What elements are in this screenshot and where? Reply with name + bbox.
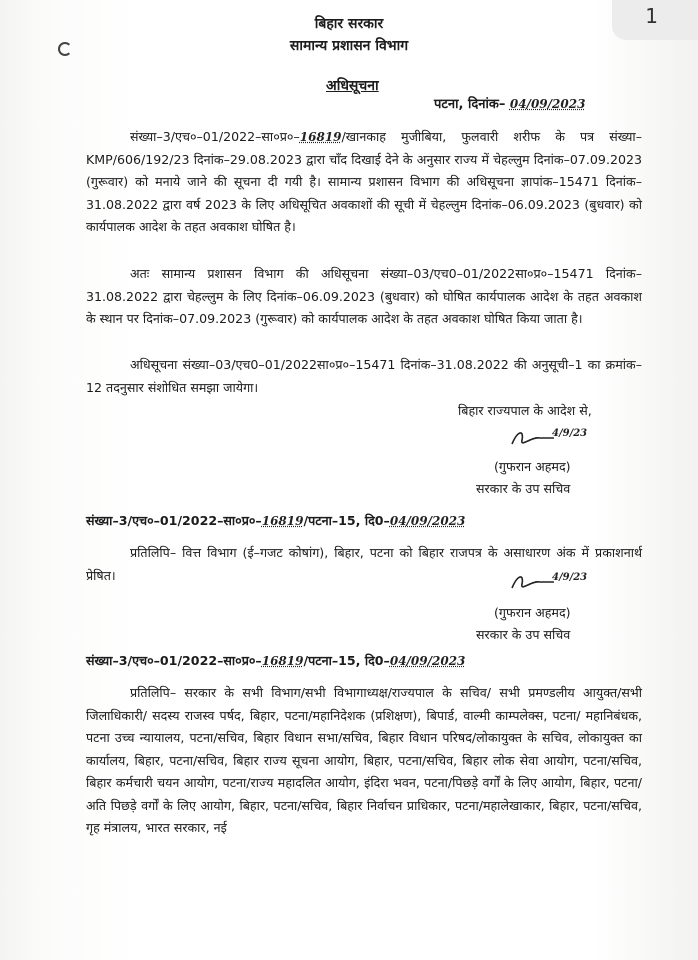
ref2-middle: /पटना–15, दि0– (303, 653, 390, 668)
ref1-handwritten-date: 04/09/2023 (389, 514, 466, 528)
ref2-handwritten-number: 16819 (261, 654, 304, 668)
place-date (434, 94, 585, 112)
para1-prefix: संख्या–3/एच०–01/2022–सा०प्र०– (130, 129, 300, 144)
reference-line-1 (86, 512, 465, 529)
government-name: बिहार सरकार (314, 16, 384, 32)
copy-2 (86, 682, 642, 840)
page-number: 1 (645, 4, 658, 28)
paragraph-3 (86, 354, 642, 399)
signatory-1-designation: सरकार के उप सचिव (476, 481, 571, 496)
handwritten-date: 04/09/2023 (509, 97, 586, 111)
department-name: सामान्य प्रशासन विभाग (289, 38, 409, 54)
para1-text: /खानकाह मुजीबिया, फुलवारी शरीफ के पत्र संख्या–KMP/606/192/23 दिनांक–29.08.2023 द्वारा चाँद दिखाई देने के अनुसार राज्य में चेहल्लुम दिनांक–07.09.2023 (गुरूवार) को मनाये जाने की सूचना दी गयी है। सामान्य प्रशासन विभाग की अधिसूचना ज्ञापांक–15471 दिनांक–31.08.2022 द्वारा वर्ष 2023 के लिए अधिसूचित अवकाशों की सूची में चेहल्लुम दिनांक–06.09.2023 (बुधवार) को कार्यपालक आदेश के तहत अवकाश घोषित है। (86, 129, 642, 234)
ref2-handwritten-date: 04/09/2023 (389, 654, 466, 668)
signature-2-date: 4/9/23 (552, 572, 588, 583)
para1-handwritten-number: 16819 (299, 130, 342, 144)
ref2-prefix: संख्या–3/एच०–01/2022–सा०प्र०– (86, 653, 262, 668)
paragraph-2 (86, 263, 642, 331)
para3-text: अधिसूचना संख्या–03/एच0–01/2022सा०प्र०–15471 दिनांक–31.08.2022 की अनुसूची–1 का क्रमांक–12 तदनुसार संशोधित समझा जायेगा। (86, 357, 642, 395)
signature-1-date: 4/9/23 (552, 428, 588, 439)
order-line: बिहार राज्यपाल के आदेश से, (458, 403, 592, 418)
signatory-1-name: (गुफरान अहमद) (494, 459, 571, 474)
copy1-text: प्रतिलिपि– वित्त विभाग (ई–गजट कोषांग), बिहार, पटना को बिहार राजपत्र के असाधारण अंक में प्रकाशनार्थ प्रेषित। (86, 545, 642, 583)
ref1-prefix: संख्या–3/एच०–01/2022–सा०प्र०– (86, 513, 262, 528)
signatory-2-name: (गुफरान अहमद) (494, 605, 571, 620)
place-date-label: पटना, दिनांक– (434, 97, 506, 112)
ref1-middle: /पटना–15, दि0– (303, 513, 390, 528)
copy2-text: प्रतिलिपि– सरकार के सभी विभाग/सभी विभागाध्यक्ष/राज्यपाल के सचिव/ सभी प्रमण्डलीय आयुक्त/सभी जिलाधिकारी/ सदस्य राजस्व पर्षद, बिहार, पटना/महानिदेशक (प्रशिक्षण), बिपार्ड, वाल्मी काम्पलेक्स, पटना/ महानिबंधक, पटना उच्च न्यायालय, पटना/सचिव, बिहार विधान सभा/सचिव, बिहार विधान परिषद/लोकायुक्त के सचिव, लोकायुक्त का कार्यालय, बिहार, पटना/सचिव, बिहार राज्य सूचना आयोग, बिहार, पटना/सचिव, बिहार लोक सेवा आयोग, पटना/सचिव, बिहार कर्मचारी चयन आयोग, पटना/राज्य महादलित आयोग, इंदिरा भवन, पटना/पिछड़े वर्गों के लिए आयोग, बिहार, पटना/ अति पिछड़े वर्गों के लिए आयोग, बिहार, पटना/सचिव, बिहार निर्वाचन प्राधिकार, पटना/महालेखाकार, बिहार, पटना/सचिव, गृह मंत्रालय, भारत सरकार, नई (86, 685, 642, 835)
paragraph-1 (86, 126, 642, 239)
para2-text: अतः सामान्य प्रशासन विभाग की अधिसूचना संख्या–03/एच0–01/2022सा०प्र०–15471 दिनांक–31.08.2022 द्वारा चेहल्लुम के लिए दिनांक–06.09.2023 (बुधवार) को घोषित कार्यपालक आदेश के तहत अवकाश के स्थान पर दिनांक–07.09.2023 (गुरूवार) को कार्यपालक आदेश के तहत अवकाश घोषित किया जाता है। (86, 266, 642, 326)
ref1-handwritten-number: 16819 (261, 514, 304, 528)
reference-line-2 (86, 652, 465, 669)
notification-title: अधिसूचना (326, 78, 379, 94)
signatory-2-designation: सरकार के उप सचिव (476, 627, 571, 642)
